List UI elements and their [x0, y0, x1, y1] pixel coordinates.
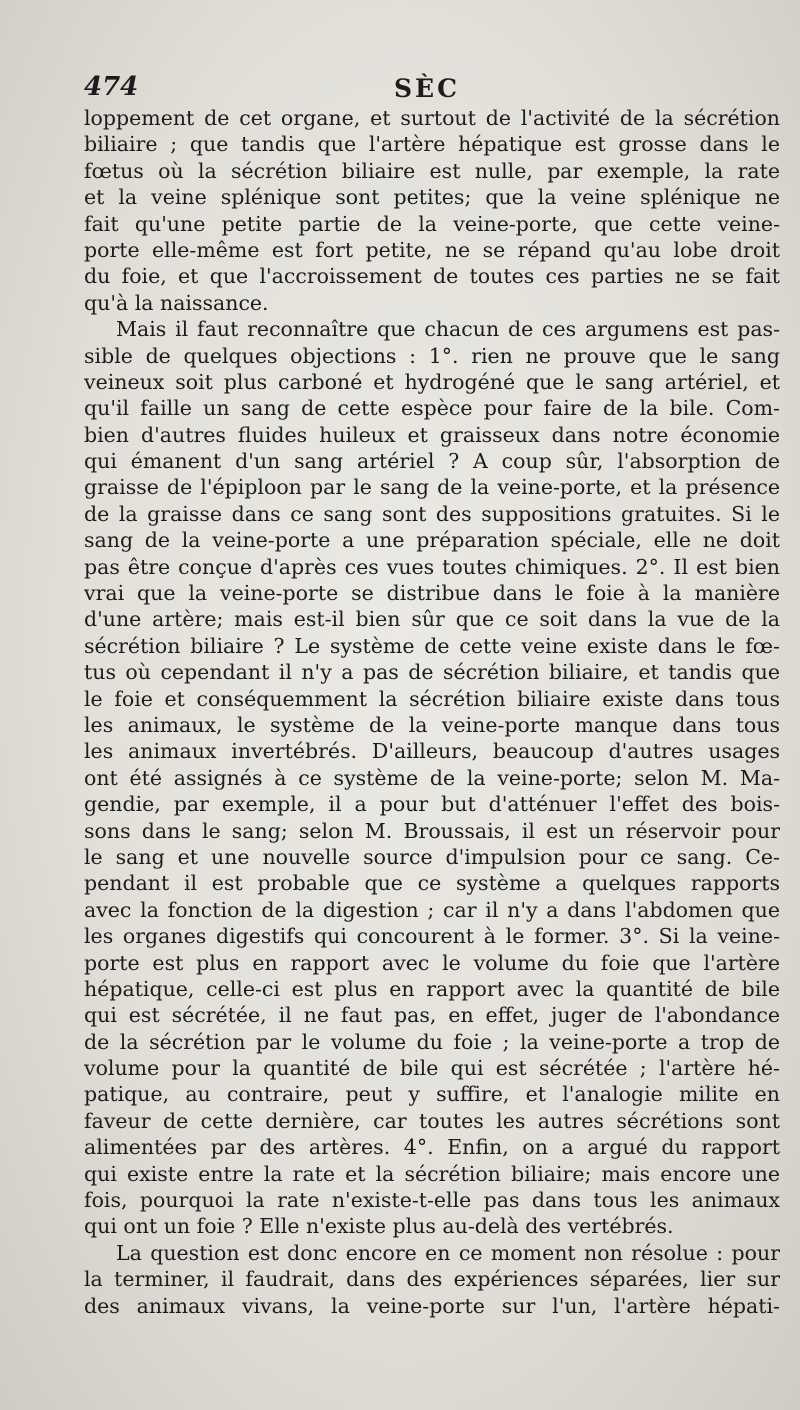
text-line: bien d'autres fluides huileux et graisseux dans notre économie	[84, 422, 780, 447]
text-line: sécrétion biliaire ? Le système de cette veine existe dans le fœ-	[84, 633, 780, 658]
text-line: du foie, et que l'accroissement de toutes ces parties ne se fait	[84, 264, 780, 289]
text-line: graisse de l'épiploon par le sang de la veine-porte, et la présence	[84, 475, 780, 500]
text-line: veineux soit plus carboné et hydrogéné que le sang artériel, et	[84, 369, 780, 394]
text-line: Mais il faut reconnaître que chacun de ces argumens est pas-	[116, 317, 780, 342]
text-line: fœtus où la sécrétion biliaire est nulle, par exemple, la rate	[84, 158, 780, 183]
text-line: tus où cependant il n'y a pas de sécrétion biliaire, et tandis que	[84, 660, 780, 685]
body-text	[84, 105, 780, 1319]
text-line: qu'à la naissance.	[84, 290, 269, 315]
text-line: qu'il faille un sang de cette espèce pour faire de la bile. Com-	[84, 396, 780, 421]
text-line: porte elle-même est fort petite, ne se répand qu'au lobe droit	[84, 237, 780, 262]
text-line: ont été assignés à ce système de la veine-porte; selon M. Ma-	[84, 765, 780, 790]
text-line: hépatique, celle-ci est plus en rapport avec la quantité de bile	[84, 976, 780, 1001]
text-line: avec la fonction de la digestion ; car il n'y a dans l'abdomen que	[84, 897, 780, 922]
text-line: alimentées par des artères. 4°. Enfin, on a argué du rapport	[84, 1135, 780, 1160]
text-line: loppement de cet organe, et surtout de l'activité de la sécrétion	[84, 106, 780, 130]
text-line: gendie, par exemple, il a pour but d'atténuer l'effet des bois-	[84, 792, 780, 817]
text-line: et la veine splénique sont petites; que la veine splénique ne	[84, 185, 780, 210]
text-line: pas être conçue d'après ces vues toutes chimiques. 2°. Il est bien	[84, 554, 780, 579]
text-line: les organes digestifs qui concourent à le former. 3°. Si la veine-	[84, 924, 780, 949]
text-line: qui existe entre la rate et la sécrétion biliaire; mais encore une	[84, 1161, 780, 1186]
text-line: La question est donc encore en ce moment non résolue : pour	[116, 1240, 780, 1265]
text-line: les animaux, le système de la veine-porte manque dans tous	[84, 712, 780, 737]
text-line: patique, au contraire, peut y suffire, et l'analogie milite en	[84, 1082, 780, 1107]
text-line: pendant il est probable que ce système a quelques rapports	[84, 871, 780, 896]
text-line: qui ont un foie ? Elle n'existe plus au-delà des vertébrés.	[84, 1214, 674, 1239]
text-line: sons dans le sang; selon M. Broussais, il est un réservoir pour	[84, 818, 780, 843]
text-line: la terminer, il faudrait, dans des expériences séparées, lier sur	[84, 1267, 780, 1292]
text-line: biliaire ; que tandis que l'artère hépatique est grosse dans le	[84, 132, 780, 157]
page-number: 474	[84, 72, 139, 102]
text-line: qui émanent d'un sang artériel ? A coup sûr, l'absorption de	[84, 449, 780, 474]
text-line: qui est sécrétée, il ne faut pas, en effet, juger de l'abondance	[84, 1003, 780, 1028]
text-line: le sang et une nouvelle source d'impulsion pour ce sang. Ce-	[84, 844, 780, 869]
page-header	[84, 72, 784, 108]
text-line: de la graisse dans ce sang sont des suppositions gratuites. Si le	[84, 501, 780, 526]
text-line: fait qu'une petite partie de la veine-porte, que cette veine-	[84, 211, 780, 236]
text-line: faveur de cette dernière, car toutes les autres sécrétions sont	[84, 1108, 780, 1133]
text-line: volume pour la quantité de bile qui est sécrétée ; l'artère hé-	[84, 1056, 780, 1081]
text-line: porte est plus en rapport avec le volume du foie que l'artère	[84, 950, 780, 975]
text-line: d'une artère; mais est-il bien sûr que ce soit dans la vue de la	[84, 607, 780, 632]
text-line: de la sécrétion par le volume du foie ; la veine-porte a trop de	[84, 1029, 780, 1054]
text-line: sang de la veine-porte a une préparation spéciale, elle ne doit	[84, 528, 780, 553]
text-line: vrai que la veine-porte se distribue dans le foie à la manière	[84, 581, 780, 606]
text-line: sible de quelques objections : 1°. rien ne prouve que le sang	[84, 343, 780, 368]
text-line: des animaux vivans, la veine-porte sur l'un, l'artère hépati-	[84, 1293, 780, 1318]
text-line: les animaux invertébrés. D'ailleurs, beaucoup d'autres usages	[84, 739, 780, 764]
text-line: fois, pourquoi la rate n'existe-t-elle pas dans tous les animaux	[84, 1188, 780, 1213]
text-line: le foie et conséquemment la sécrétion biliaire existe dans tous	[84, 686, 780, 711]
running-head: SÈC	[394, 74, 461, 103]
